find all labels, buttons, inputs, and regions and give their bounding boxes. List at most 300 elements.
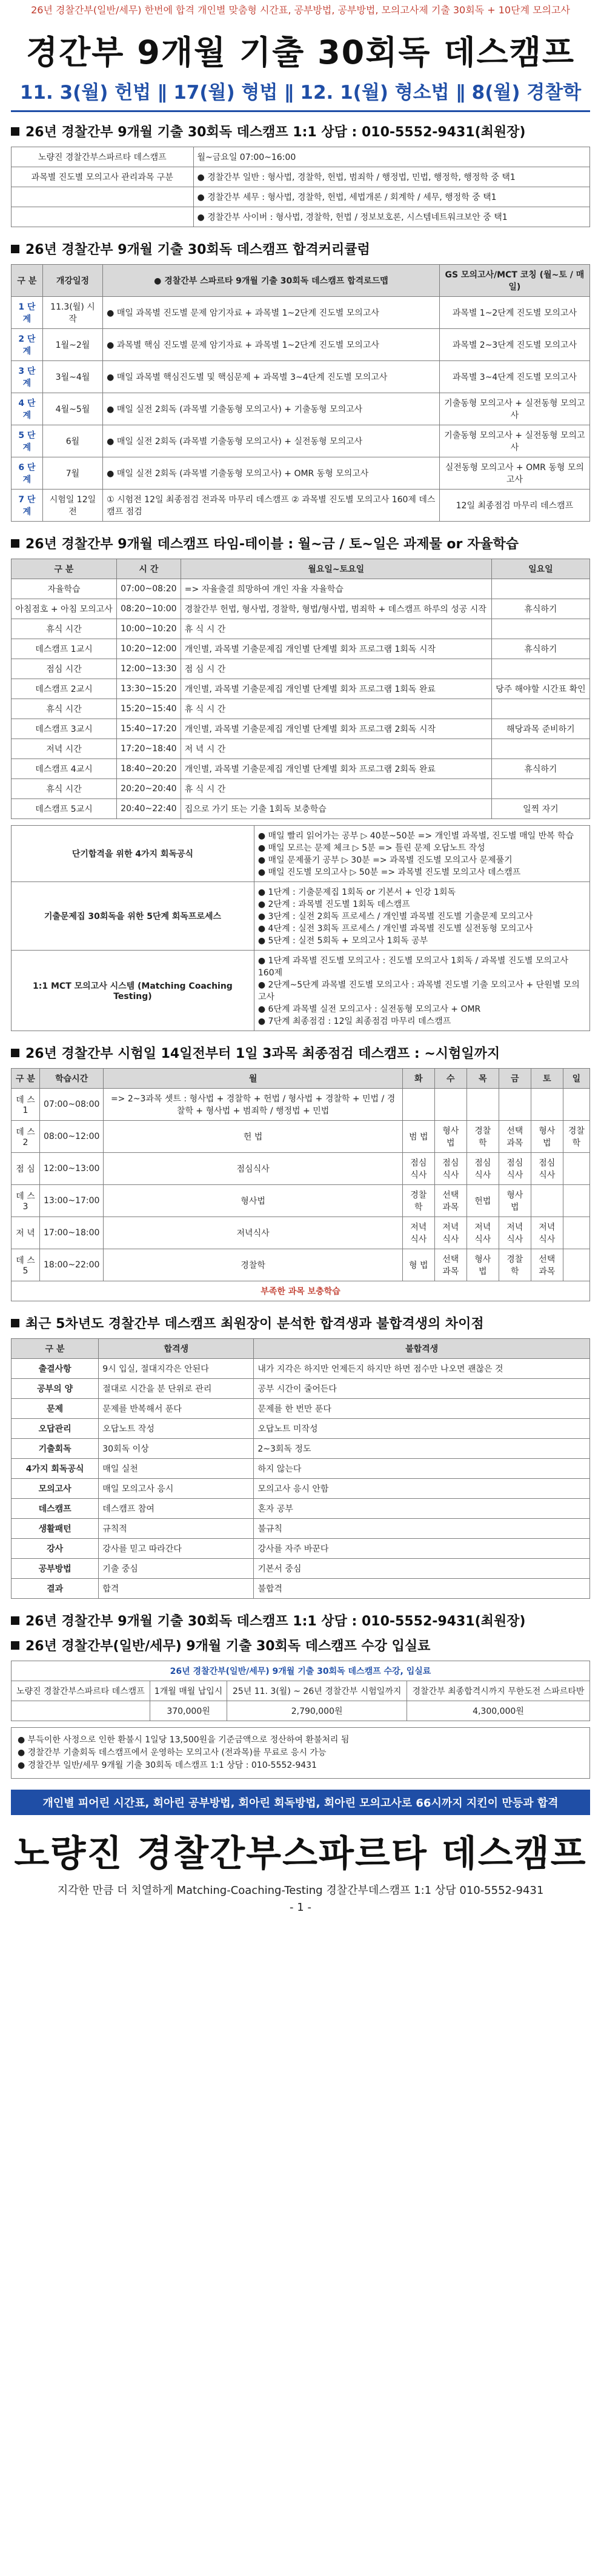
section6-head <box>11 1611 590 1630</box>
price-row-label-3: 경찰간부 최종합격시까지 무한도전 스파르타반 <box>407 1681 589 1701</box>
section1-head <box>11 122 590 141</box>
s3-h2: 시 간 <box>116 559 181 579</box>
s4-cell: 경찰학 <box>104 1249 402 1281</box>
s4-name: 점 심 <box>12 1153 40 1185</box>
s3-sunday <box>491 619 589 639</box>
section3-row <box>12 659 590 679</box>
section5-row <box>12 1399 590 1419</box>
section6-title: 26년 경찰간부 9개월 기출 30회독 데스캠프 1:1 상담 : 010-5552-9431(최원장) <box>25 1614 526 1629</box>
s3-plan: 휴 식 시 간 <box>181 779 491 799</box>
square-icon <box>11 539 19 548</box>
price-2: 2,790,000원 <box>227 1701 407 1721</box>
s5-pass: 오답노트 작성 <box>99 1419 254 1439</box>
plan-cell: ● 매일 과목별 핵심진도별 및 핵심문제 + 과목별 3~4단계 진도별 모의고사 <box>103 361 440 393</box>
s3-h4: 일요일 <box>491 559 589 579</box>
s2-h2: 개강일정 <box>42 265 102 297</box>
section3-note-row <box>12 826 590 882</box>
s3-plan: 저 녁 시 간 <box>181 739 491 759</box>
stage-cell: 5 단계 <box>12 425 43 457</box>
section5-row <box>12 1539 590 1559</box>
section5-table <box>11 1338 590 1599</box>
section4-table <box>11 1068 590 1301</box>
s4-time: 17:00~18:00 <box>39 1217 103 1249</box>
s5-pass: 30회독 이상 <box>99 1439 254 1459</box>
s4-cell: 점심식사 <box>434 1153 467 1185</box>
date-cell: 4월~5월 <box>42 393 102 425</box>
s4-header-cell: 학습시간 <box>39 1069 103 1089</box>
s3-name: 데스캠프 1교시 <box>12 639 117 659</box>
s3-sunday: 휴식하기 <box>491 599 589 619</box>
s4-cell: 경찰학 <box>467 1121 499 1153</box>
s5-pass: 데스캠프 참여 <box>99 1499 254 1519</box>
s3-sunday <box>491 739 589 759</box>
section3-note-row <box>12 951 590 1031</box>
s4-header-cell: 토 <box>531 1069 563 1089</box>
s5-pass: 문제를 반복해서 푼다 <box>99 1399 254 1419</box>
section5-row <box>12 1459 590 1479</box>
s3-time: 07:00~08:20 <box>116 579 181 599</box>
s3-sunday: 해당과목 준비하기 <box>491 719 589 739</box>
s4-cell: 저녁식사 <box>499 1217 531 1249</box>
section5-row <box>12 1559 590 1579</box>
s4-cell: 점심식사 <box>104 1153 402 1185</box>
section2-row <box>12 297 590 329</box>
s3-sunday <box>491 659 589 679</box>
s5-h1: 구 분 <box>12 1339 99 1359</box>
s3-h3: 월요일~토요일 <box>181 559 491 579</box>
s4-cell <box>563 1185 589 1217</box>
section1-row <box>12 207 590 227</box>
price-row-label-1: 1개월 매월 납입시 <box>150 1681 227 1701</box>
s4-time: 08:00~12:00 <box>39 1121 103 1153</box>
s4-cell: 형사법 <box>531 1121 563 1153</box>
s3-sunday: 일찍 자기 <box>491 799 589 819</box>
coaching-cell: 12일 최종점검 마무리 데스캠프 <box>439 490 589 522</box>
s5-name: 생활패턴 <box>12 1519 99 1539</box>
s4-cell: 저녁식사 <box>434 1217 467 1249</box>
s4-header-cell: 일 <box>563 1069 589 1089</box>
section2-table <box>11 264 590 522</box>
section7-title: 26년 경찰간부(일반/세무) 9개월 기출 30회독 데스캠프 수강 입실료 <box>25 1639 431 1654</box>
stage-cell: 7 단계 <box>12 490 43 522</box>
section5-row <box>12 1379 590 1399</box>
note-item: ● 매일 문제풀기 공부 ▷ 30분 => 과목별 진도별 모의고사 문제풀기 <box>257 855 513 865</box>
s4-cell: 범 법 <box>402 1121 434 1153</box>
plan-cell: ● 매일 실전 2회독 (과목별 기출동형 모의고사) + 실전동형 모의고사 <box>103 425 440 457</box>
benefits-box <box>11 1727 590 1779</box>
s3-plan: 개인별, 과목별 기출문제집 개인별 단계별 회차 프로그램 1회독 완료 <box>181 679 491 699</box>
section3-row <box>12 679 590 699</box>
s4-cell: => 2~3과목 셋트 : 형사법 + 경찰학 + 헌법 / 형사법 + 경찰학 + 민법 / 경찰학 + 형사법 + 범죄학 / 행정법 + 민법 <box>104 1089 402 1121</box>
s4-cell: 형사법 <box>104 1185 402 1217</box>
s5-pass: 매일 실천 <box>99 1459 254 1479</box>
section3-notes-table <box>11 825 590 1031</box>
s3-time: 10:00~10:20 <box>116 619 181 639</box>
section3-row <box>12 619 590 639</box>
s3-plan: 경찰간부 헌법, 형사법, 경찰학, 형법/형사법, 범죄학 + 데스캠프 하루의 성공 시작 <box>181 599 491 619</box>
s5-name: 모의고사 <box>12 1479 99 1499</box>
s3-h1: 구 분 <box>12 559 117 579</box>
s3-time: 15:40~17:20 <box>116 719 181 739</box>
s3-name: 휴식 시간 <box>12 619 117 639</box>
section3-row <box>12 779 590 799</box>
note-item: ● 4단계 : 실전 3회독 프로세스 / 개인별 과목별 진도별 실전동형 모의고사 <box>257 924 533 934</box>
s4-cell: 선택과목 <box>531 1249 563 1281</box>
s3-sunday: 휴식하기 <box>491 639 589 659</box>
s3-time: 10:20~12:00 <box>116 639 181 659</box>
section3-note-row <box>12 882 590 951</box>
price-header: 26년 경찰간부(일반/세무) 9개월 기출 30회독 데스캠프 수강, 입실료 <box>12 1661 590 1681</box>
section5-row <box>12 1479 590 1499</box>
section2-head <box>11 239 590 258</box>
s3-time: 12:00~13:30 <box>116 659 181 679</box>
section4-row <box>12 1153 590 1185</box>
section3-row <box>12 759 590 779</box>
s5-fail: 기본서 중심 <box>254 1559 590 1579</box>
s5-name: 출결사항 <box>12 1359 99 1379</box>
s3-sunday <box>491 579 589 599</box>
note-item: ● 1단계 : 기출문제집 1회독 or 기본서 + 인강 1회독 <box>257 888 456 897</box>
s4-cell: 헌법 <box>467 1185 499 1217</box>
note-title: 1:1 MCT 모의고사 시스템 (Matching Coaching Testing) <box>12 951 254 1031</box>
s4-cell <box>467 1089 499 1121</box>
s3-plan: 개인별, 과목별 기출문제집 개인별 단계별 회차 프로그램 1회독 시작 <box>181 639 491 659</box>
footer-subtitle: 지각한 만큼 더 치열하게 Matching-Coaching-Testing 경찰간부데스캠프 1:1 상담 010-5552-9431 <box>57 1884 544 1897</box>
s3-sunday: 당주 해야할 시간표 확인 <box>491 679 589 699</box>
s5-fail: 문제를 한 번만 푼다 <box>254 1399 590 1419</box>
s3-time: 13:30~15:20 <box>116 679 181 699</box>
s5-pass: 9시 입실, 절대지각은 안된다 <box>99 1359 254 1379</box>
section2-row <box>12 329 590 361</box>
section2-row <box>12 425 590 457</box>
s5-name: 기출회독 <box>12 1439 99 1459</box>
s4-cell <box>434 1089 467 1121</box>
s3-time: 20:40~22:40 <box>116 799 181 819</box>
plan-cell: ● 과목별 핵심 진도별 문제 암기자료 + 과목별 1~2단계 진도별 모의고사 <box>103 329 440 361</box>
note-items <box>254 882 589 951</box>
section1-row <box>12 167 590 187</box>
section4-head <box>11 1043 590 1062</box>
s4-time: 13:00~17:00 <box>39 1185 103 1217</box>
s3-time: 15:20~15:40 <box>116 699 181 719</box>
s4-name: 데 스 5 <box>12 1249 40 1281</box>
note-item: ● 2단계~5단계 과목별 진도별 모의고사 : 과목별 진도별 기출 모의고사 + 단원별 모의고사 <box>257 980 580 1002</box>
s3-name: 저녁 시간 <box>12 739 117 759</box>
plan-cell: ● 매일 과목별 진도별 문제 암기자료 + 과목별 1~2단계 진도별 모의고사 <box>103 297 440 329</box>
s4-header-cell: 구 분 <box>12 1069 40 1089</box>
s5-name: 결과 <box>12 1579 99 1599</box>
section1-table <box>11 147 590 227</box>
s3-sunday <box>491 779 589 799</box>
section4-row <box>12 1185 590 1217</box>
section4-side-note: 부족한 과목 보충학습 <box>12 1281 590 1301</box>
section4-row <box>12 1121 590 1153</box>
s5-pass: 강사를 믿고 따라간다 <box>99 1539 254 1559</box>
price-row-label-2: 25년 11. 3(월) ~ 26년 경찰간부 시험일까지 <box>227 1681 407 1701</box>
s4-cell: 저녁식사 <box>531 1217 563 1249</box>
section5-head <box>11 1313 590 1332</box>
section3-row <box>12 719 590 739</box>
section1-content: ● 경찰간부 세무 : 형사법, 경찰학, 헌법, 세법개론 / 회계학 / 세무, 행정학 중 택1 <box>193 187 589 207</box>
plan-cell: ● 매일 실전 2회독 (과목별 기출동형 모의고사) + OMR 동형 모의고사 <box>103 457 440 490</box>
section3-row <box>12 739 590 759</box>
s4-cell: 선택과목 <box>434 1185 467 1217</box>
section4-title: 26년 경찰간부 시험일 14일전부터 1일 3과목 최종점검 데스캠프 : ~시험일까지 <box>25 1046 500 1061</box>
section1-label: 과목별 진도별 모의고사 관리과목 구분 <box>12 167 194 187</box>
s4-cell: 점심식사 <box>531 1153 563 1185</box>
s3-time: 17:20~18:40 <box>116 739 181 759</box>
section5-row <box>12 1439 590 1459</box>
s4-time: 07:00~08:00 <box>39 1089 103 1121</box>
s4-cell: 경찰학 <box>402 1185 434 1217</box>
section3-head <box>11 534 590 553</box>
square-icon <box>11 1616 19 1625</box>
note-item: ● 5단계 : 실전 5회독 + 모의고사 1회독 공부 <box>257 936 428 946</box>
s3-name: 데스캠프 4교시 <box>12 759 117 779</box>
price-row-label-0: 노량진 경찰간부스파르타 데스캠프 <box>12 1681 150 1701</box>
s3-name: 데스캠프 2교시 <box>12 679 117 699</box>
benefit-item-1: ● 경찰간부 기출회독 데스캠프에서 운영하는 모의고사 (전과목)를 무료로 응시 가능 <box>18 1748 327 1758</box>
s5-fail: 공부 시간이 줄어든다 <box>254 1379 590 1399</box>
note-item: ● 3단계 : 실전 2회독 프로세스 / 개인별 과목별 진도별 기출문제 모의고사 <box>257 912 533 921</box>
divider <box>11 110 590 112</box>
square-icon <box>11 127 19 136</box>
s4-cell: 형 법 <box>402 1249 434 1281</box>
coaching-cell: 실전동형 모의고사 + OMR 동형 모의고사 <box>439 457 589 490</box>
section1-label: 노량진 경찰간부스파르타 데스캠프 <box>12 147 194 167</box>
date-cell: 시험일 12일전 <box>42 490 102 522</box>
s2-h1: 구 분 <box>12 265 43 297</box>
s4-cell: 점심식사 <box>402 1153 434 1185</box>
s5-name: 공부의 양 <box>12 1379 99 1399</box>
date-cell: 11.3(월) 시작 <box>42 297 102 329</box>
s5-name: 데스캠프 <box>12 1499 99 1519</box>
stage-cell: 2 단계 <box>12 329 43 361</box>
s4-cell: 점심식사 <box>467 1153 499 1185</box>
s4-cell: 선택과목 <box>499 1121 531 1153</box>
s4-cell: 저녁식사 <box>104 1217 402 1249</box>
s5-fail: 강사를 자주 바꾼다 <box>254 1539 590 1559</box>
note-title: 기출문제집 30회독을 위한 5단계 회독프로세스 <box>12 882 254 951</box>
s3-name: 자율학습 <box>12 579 117 599</box>
s3-plan: 휴 식 시 간 <box>181 699 491 719</box>
benefit-item-2: ● 경찰간부 일반/세무 9개월 기출 30회독 데스캠프 1:1 상담 : 010-5552-9431 <box>18 1761 317 1770</box>
s4-cell <box>563 1217 589 1249</box>
s3-plan: 휴 식 시 간 <box>181 619 491 639</box>
s5-fail: 불규칙 <box>254 1519 590 1539</box>
section7-price-table <box>11 1661 590 1721</box>
s4-cell <box>563 1249 589 1281</box>
note-item: ● 1단계 과목별 진도별 모의고사 : 진도별 모의고사 1회독 / 과목별 진도별 모의고사 160제 <box>257 956 568 978</box>
section3-row <box>12 579 590 599</box>
s4-cell: 경찰학 <box>499 1249 531 1281</box>
note-item: ● 매일 빨리 읽어가는 공부 ▷ 40분~50분 => 개인별 과목별, 진도별 매일 반복 학습 <box>257 831 574 841</box>
s4-cell: 선택과목 <box>434 1249 467 1281</box>
section1-content: 월~금요일 07:00~16:00 <box>193 147 589 167</box>
s4-cell <box>402 1089 434 1121</box>
section4-row <box>12 1217 590 1249</box>
page-subtitle: 11. 3(월) 헌법 ∥ 17(월) 형법 ∥ 12. 1(월) 형소법 ∥ 8(월) 경찰학 <box>19 82 582 104</box>
section1-row <box>12 147 590 167</box>
section5-row <box>12 1519 590 1539</box>
s4-name: 데 스 2 <box>12 1121 40 1153</box>
section2-row <box>12 393 590 425</box>
page-number: - 1 - <box>290 1901 311 1914</box>
note-item: ● 6단계 과목별 실전 모의고사 : 실전동형 모의고사 + OMR <box>257 1004 481 1014</box>
note-item: ● 7단계 최종점검 : 12일 최종점검 마무리 데스캠프 <box>257 1017 451 1026</box>
s3-time: 18:40~20:20 <box>116 759 181 779</box>
s4-cell <box>531 1185 563 1217</box>
s4-name: 저 녁 <box>12 1217 40 1249</box>
s5-pass: 기출 중심 <box>99 1559 254 1579</box>
stage-cell: 1 단계 <box>12 297 43 329</box>
s4-cell <box>563 1153 589 1185</box>
s4-cell: 점심식사 <box>499 1153 531 1185</box>
s5-h2: 합격생 <box>99 1339 254 1359</box>
s5-name: 공부방법 <box>12 1559 99 1579</box>
s3-plan: 집으로 가기 또는 기출 1회독 보충학습 <box>181 799 491 819</box>
square-icon <box>11 1049 19 1057</box>
stage-cell: 3 단계 <box>12 361 43 393</box>
s2-h3: ● 경찰간부 스파르타 9개월 기출 30회독 데스캠프 합격로드맵 <box>103 265 440 297</box>
section2-row <box>12 490 590 522</box>
s3-sunday: 휴식하기 <box>491 759 589 779</box>
price-3: 4,300,000원 <box>407 1701 589 1721</box>
section1-label <box>12 207 194 227</box>
s5-pass: 규칙적 <box>99 1519 254 1539</box>
s3-name: 아침점호 + 아침 모의고사 <box>12 599 117 619</box>
square-icon <box>11 1319 19 1327</box>
section3-row <box>12 639 590 659</box>
section1-content: ● 경찰간부 일반 : 형사법, 경찰학, 헌법, 범죄학 / 행정법, 민법, 행정학, 행정학 중 택1 <box>193 167 589 187</box>
section2-row <box>12 361 590 393</box>
s4-time: 18:00~22:00 <box>39 1249 103 1281</box>
s4-header-cell: 화 <box>402 1069 434 1089</box>
s5-fail: 혼자 공부 <box>254 1499 590 1519</box>
benefit-item-0: ● 부득이한 사정으로 인한 환불시 1일당 13,500원을 기준금액으로 정산하여 환불처리 됨 <box>18 1735 350 1745</box>
s4-header-cell: 월 <box>104 1069 402 1089</box>
s4-header-cell: 목 <box>467 1069 499 1089</box>
s5-fail: 모의고사 응시 안함 <box>254 1479 590 1499</box>
s3-name: 휴식 시간 <box>12 779 117 799</box>
s4-name: 데 스 1 <box>12 1089 40 1121</box>
date-cell: 7월 <box>42 457 102 490</box>
plan-cell: ① 시험전 12일 최종점검 전과목 마무리 데스캠프 ② 과목별 진도별 모의고사 160제 데스캠프 점검 <box>103 490 440 522</box>
note-items <box>254 951 589 1031</box>
s5-pass: 절대로 시간을 분 단위로 관리 <box>99 1379 254 1399</box>
date-cell: 6월 <box>42 425 102 457</box>
date-cell: 1월~2월 <box>42 329 102 361</box>
section5-title: 최근 5차년도 경찰간부 데스캠프 최원장이 분석한 합격생과 불합격생의 차이점 <box>25 1316 484 1332</box>
coaching-cell: 과목별 1~2단계 진도별 모의고사 <box>439 297 589 329</box>
s5-fail: 불합격 <box>254 1579 590 1599</box>
s3-plan: => 자율출결 희망하여 개인 자율 자율학습 <box>181 579 491 599</box>
s4-cell: 형사법 <box>434 1121 467 1153</box>
s5-name: 강사 <box>12 1539 99 1559</box>
coaching-cell: 과목별 2~3단계 진도별 모의고사 <box>439 329 589 361</box>
top-note: 26년 경찰간부(일반/세무) 한번에 합격 개인별 맞춤형 시간표, 공부방법, 공부방법, 모의고사제 기출 30회독 + 10단계 모의고사 <box>31 4 570 16</box>
s5-fail: 오답노트 미작성 <box>254 1419 590 1439</box>
section1-title: 26년 경찰간부 9개월 기출 30회독 데스캠프 1:1 상담 : 010-5552-9431(최원장) <box>25 125 526 140</box>
section1-content: ● 경찰간부 사이버 : 형사법, 경찰학, 헌법 / 정보보호론, 시스템네트워크보안 중 택1 <box>193 207 589 227</box>
note-item: ● 매일 모르는 문제 체크 ▷ 5분 => 틀린 문제 오답노트 작성 <box>257 843 485 853</box>
s3-time: 08:20~10:00 <box>116 599 181 619</box>
stage-cell: 4 단계 <box>12 393 43 425</box>
section3-row <box>12 599 590 619</box>
section4-side-note-row <box>12 1281 590 1301</box>
date-cell: 3월~4월 <box>42 361 102 393</box>
s4-cell <box>499 1089 531 1121</box>
price-row-blank <box>12 1701 150 1721</box>
section3-table <box>11 559 590 819</box>
s5-name: 문제 <box>12 1399 99 1419</box>
coaching-cell: 기출동형 모의고사 + 실전동형 모의고사 <box>439 393 589 425</box>
footer-banner: 개인별 피어린 시간표, 회아린 공부방법, 회아린 회독방법, 회아린 모의고사로 66시까지 지킨이 만등과 합격 <box>11 1790 590 1815</box>
section1-label <box>12 187 194 207</box>
price-1: 370,000원 <box>150 1701 227 1721</box>
section5-row <box>12 1499 590 1519</box>
s3-name: 점심 시간 <box>12 659 117 679</box>
note-items <box>254 826 589 882</box>
section3-row <box>12 699 590 719</box>
s4-header-cell: 수 <box>434 1069 467 1089</box>
s3-plan: 점 심 시 간 <box>181 659 491 679</box>
section1-row <box>12 187 590 207</box>
section3-title: 26년 경찰간부 9개월 데스캠프 타임-테이블 : 월~금 / 토~일은 과제물 or 자율학습 <box>25 537 519 552</box>
s3-name: 휴식 시간 <box>12 699 117 719</box>
note-item: ● 매일 진도별 모의고사 ▷ 50분 => 과목별 진도별 모의고사 데스캠프 <box>257 868 521 877</box>
section5-row <box>12 1419 590 1439</box>
s5-name: 오답관리 <box>12 1419 99 1439</box>
section2-title: 26년 경찰간부 9개월 기출 30회독 데스캠프 합격커리큘럼 <box>25 242 370 257</box>
s5-pass: 합격 <box>99 1579 254 1599</box>
s4-cell: 저녁식사 <box>467 1217 499 1249</box>
coaching-cell: 과목별 3~4단계 진도별 모의고사 <box>439 361 589 393</box>
s4-cell: 헌 법 <box>104 1121 402 1153</box>
s4-time: 12:00~13:00 <box>39 1153 103 1185</box>
square-icon <box>11 1641 19 1650</box>
s5-pass: 매일 모의고사 응시 <box>99 1479 254 1499</box>
note-title: 단기합격을 위한 4가지 회독공식 <box>12 826 254 882</box>
s3-plan: 개인별, 과목별 기출문제집 개인별 단계별 회차 프로그램 2회독 완료 <box>181 759 491 779</box>
coaching-cell: 기출동형 모의고사 + 실전동형 모의고사 <box>439 425 589 457</box>
s3-plan: 개인별, 과목별 기출문제집 개인별 단계별 회차 프로그램 2회독 시작 <box>181 719 491 739</box>
section5-row <box>12 1359 590 1379</box>
square-icon <box>11 245 19 253</box>
s3-sunday <box>491 699 589 719</box>
s4-cell: 형사법 <box>467 1249 499 1281</box>
s5-fail: 하지 않는다 <box>254 1459 590 1479</box>
footer-title: 노량진 경찰간부스파르타 데스캠프 <box>14 1833 587 1875</box>
section4-row <box>12 1089 590 1121</box>
s2-h4: GS 모의고사/MCT 코칭 (월~토 / 매일) <box>439 265 589 297</box>
plan-cell: ● 매일 실전 2회독 (과목별 기출동형 모의고사) + 기출동형 모의고사 <box>103 393 440 425</box>
s5-name: 4가지 회독공식 <box>12 1459 99 1479</box>
section3-row <box>12 799 590 819</box>
s3-name: 데스캠프 5교시 <box>12 799 117 819</box>
section2-row <box>12 457 590 490</box>
page-title: 경간부 9개월 기출 30회독 데스캠프 <box>25 33 576 71</box>
stage-cell: 6 단계 <box>12 457 43 490</box>
s4-header-cell: 금 <box>499 1069 531 1089</box>
s4-cell: 형사법 <box>499 1185 531 1217</box>
s4-cell <box>563 1089 589 1121</box>
s3-name: 데스캠프 3교시 <box>12 719 117 739</box>
s5-fail: 2~3회독 정도 <box>254 1439 590 1459</box>
s4-cell: 경찰학 <box>563 1121 589 1153</box>
section4-row <box>12 1249 590 1281</box>
s4-name: 데 스 3 <box>12 1185 40 1217</box>
